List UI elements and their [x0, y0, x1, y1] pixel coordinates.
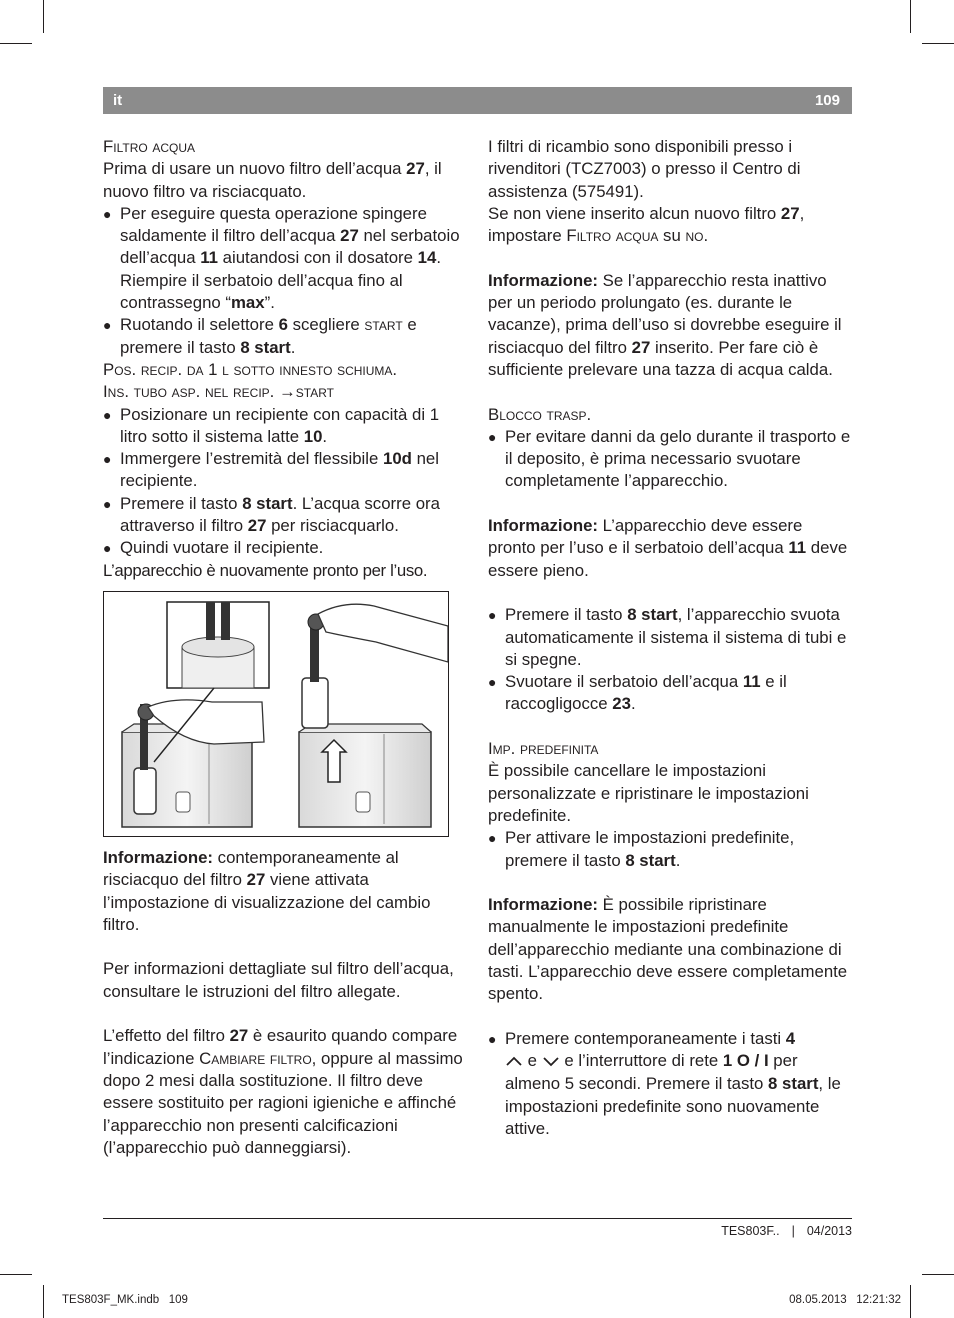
crop-mark: [922, 1274, 954, 1275]
crop-mark: [910, 1285, 911, 1318]
intro-paragraph: Prima di usare un nuovo filtro dell’acqua 27, il nuovo filtro va risciacquato.: [103, 159, 442, 201]
bullet-item: ● Premere il tasto 8 start, l’apparecchio svuota automaticamente il sistema il sistema di tubi e si spegne.: [488, 604, 854, 671]
ready-note: L’apparecchio è nuovamente pronto per l’uso.: [103, 560, 428, 580]
no-filter-paragraph: Se non viene inserito alcun nuovo filtro 27, impostare Filtro acqua su no.: [488, 203, 805, 246]
bullet-item: ● Ruotando il selettore 6 scegliere start e premere il tasto 8 start.: [103, 314, 467, 359]
print-slug-file: TES803F_MK.indb 109: [62, 1294, 188, 1306]
footer-date: 04/2013: [806, 1224, 852, 1238]
info-paragraph: Informazione: L’apparecchio deve essere pronto per l’uso e il serbatoio dell’acqua 11 deve essere pieno.: [488, 516, 848, 580]
info-paragraph: Informazione: Se l’apparecchio resta inattivo per un periodo prolungato (es. durante le vacanze), prima dell’uso si dovrebbe eseguire il risciacquo del filtro 27 inserito. Per fare ciò è sufficiente prelevare una tazza di acqua calda.: [488, 270, 842, 379]
bullet-item: ● Premere contemporaneamente i tasti 4 e e l’interruttore di rete 1 O / I per almeno 5 secondi. Premere il tasto 8 start, le impostazioni predefinite sono nuovamente attive.: [488, 1028, 854, 1140]
info-paragraph: Informazione: contemporaneamente al risciacquo del filtro 27 viene attivata l’impostazione di visualizzazione del cambio filtro.: [103, 847, 431, 934]
display-message: Ins. tubo asp. nel recip. →start: [103, 382, 335, 402]
bullet-item: ● Per eseguire questa operazione spingere saldamente il filtro dell’acqua 27 nel serbatoio dell’acqua 11 aiutandosi con il dosatore 14. Riempire il serbatoio dell’acqua fino al contrassegno “max”.: [103, 203, 467, 314]
chevron-down-icon: [542, 1051, 560, 1073]
bullet-item: ● Premere il tasto 8 start. L’acqua scorre ora attraverso il filtro 27 per risciacquarlo.: [103, 493, 467, 538]
bullet-item: ● Per evitare danni da gelo durante il trasporto e il deposito, è prima necessario svuotare completamente l’apparecchio.: [488, 426, 854, 493]
crop-mark: [0, 1274, 32, 1275]
bullet-item: ● Svuotare il serbatoio dell’acqua 11 e il raccogligocce 23.: [488, 671, 854, 716]
filter-expiry-paragraph: L’effetto del filtro 27 è esaurito quando compare l’indicazione Cambiare filtro, oppure al massimo dopo 2 mesi dalla sostituzione. Il filtro deve essere sostituito per ragioni igieniche e affinché l’apparecchio non presenti calcificazioni (l’apparecchio può danneggiarsi).: [103, 1026, 463, 1157]
right-column: [488, 136, 854, 1140]
bullet-item: ● Quindi vuotare il recipiente.: [103, 537, 467, 559]
filter-illustration: [103, 591, 449, 837]
crop-mark: [43, 0, 44, 33]
crop-mark: [43, 1285, 44, 1318]
info-paragraph: Informazione: È possibile ripristinare manualmente le impostazioni predefinite dell’apparecchio mediante una combinazione di tasti. L’apparecchio deve essere completamente spento.: [488, 895, 848, 1004]
spare-filters-paragraph: I filtri di ricambio sono disponibili presso i rivenditori (TCZ7003) o presso il Centro di assistenza (575491).: [488, 137, 801, 201]
footer: TES803F.. | 04/2013: [721, 1224, 852, 1238]
crop-mark: [910, 0, 911, 33]
model-number: TES803F..: [721, 1224, 780, 1238]
display-message: Pos. recip. da 1 l sotto innesto schiuma.: [103, 359, 398, 379]
page-number: 109: [814, 92, 840, 109]
bullet-item: ● Per attivare le impostazioni predefinite, premere il tasto 8 start.: [488, 827, 854, 872]
print-slug-timestamp: 08.05.2013 12:21:32: [789, 1294, 901, 1306]
page-header: [103, 87, 852, 114]
section-heading-filter: Filtro acqua: [103, 137, 196, 156]
bullet-item: ● Immergere l’estremità del flessibile 10d nel recipiente.: [103, 448, 467, 493]
footer-divider: [103, 1218, 852, 1219]
bullet-item: ● Posizionare un recipiente con capacità di 1 litro sotto il sistema latte 10.: [103, 404, 467, 449]
section-heading-transport: Blocco trasp.: [488, 404, 592, 424]
chevron-up-icon: [505, 1051, 523, 1073]
arrow-icon: →: [279, 382, 296, 402]
filter-instructions-paragraph: Per informazioni dettagliate sul filtro dell’acqua, consultare le istruzioni del filtro allegate.: [103, 959, 454, 1001]
defaults-paragraph: È possibile cancellare le impostazioni personalizzate e ripristinare le impostazioni predefinite.: [488, 761, 809, 825]
section-heading-defaults: Imp. predefinita: [488, 739, 599, 759]
crop-mark: [922, 43, 954, 44]
left-column: [103, 136, 467, 1159]
crop-mark: [0, 43, 32, 44]
language-code: it: [113, 92, 123, 109]
coffee-machine-drawing: [104, 592, 448, 836]
